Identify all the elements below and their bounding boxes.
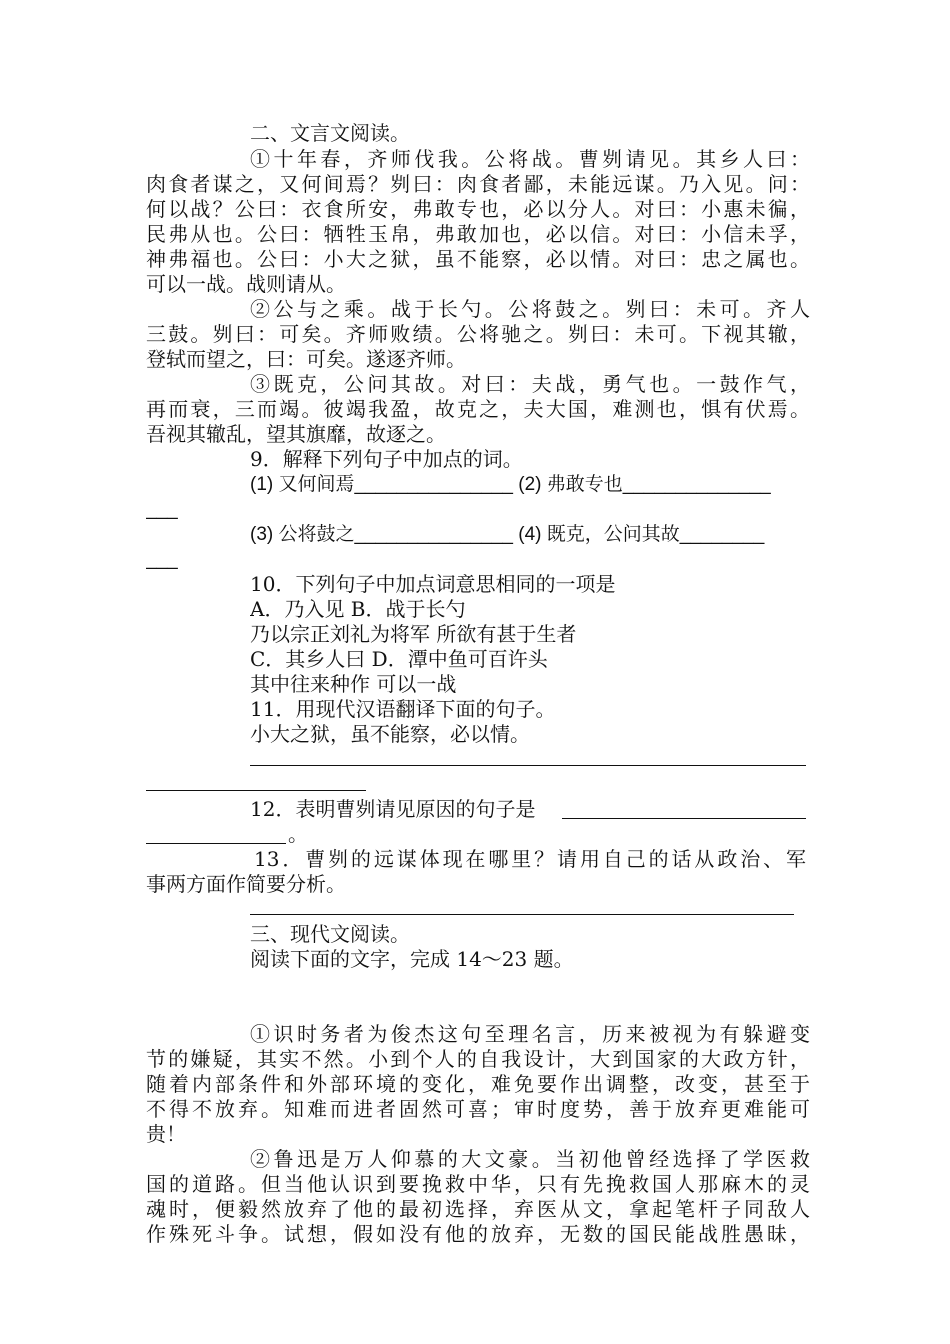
passage-line: ①十年春，齐师伐我。公将战。曹刿请见。其乡人曰： xyxy=(250,147,810,171)
passage-line: 神弗福也。公曰：小大之狱，虽不能察，必以情。对曰：忠之属也。 xyxy=(146,247,810,271)
answer-blank-12-continued[interactable] xyxy=(146,843,286,844)
section-3-intro: 阅读下面的文字，完成 14～23 题。 xyxy=(250,947,574,971)
question-11-sentence: 小大之狱，虽不能察，必以情。 xyxy=(250,722,530,746)
essay-line: ①识时务者为俊杰这句至理名言，历来被视为有躲避变 xyxy=(250,1022,810,1046)
essay-line: 贵！ xyxy=(146,1122,186,1146)
essay-line: 作殊死斗争。试想，假如没有他的放弃，无数的国民能战胜愚昧， xyxy=(146,1222,810,1246)
passage-line: ②公与之乘。战于长勺。公将鼓之。刿曰：未可。齐人 xyxy=(250,297,810,321)
answer-blank-13[interactable] xyxy=(250,914,794,915)
question-10-options-ab-pair: 乃以宗正刘礼为将军 所欲有甚于生者 xyxy=(250,622,577,646)
question-10-options-cd: C．其乡人曰 D．潭中鱼可百许头 xyxy=(250,647,548,671)
question-9-row-2-tail: ___ xyxy=(146,549,178,570)
essay-line: 国的道路。但当他认识到要挽救中华，只有先挽救国人那麻木的灵 xyxy=(146,1172,810,1196)
passage-line: 登轼而望之，曰：可矣。遂逐齐师。 xyxy=(146,347,466,371)
passage-line: ③既克，公问其故。对曰：夫战，勇气也。一鼓作气， xyxy=(250,372,810,396)
section-heading-modern: 三、现代文阅读。 xyxy=(250,922,410,946)
question-12-stem: 12．表明曹刿请见原因的句子是 xyxy=(250,797,536,821)
essay-line: 随着内部条件和外部环境的变化，难免要作出调整，改变，甚至于 xyxy=(146,1072,810,1096)
answer-blank-12[interactable] xyxy=(562,818,806,819)
question-11-stem: 11．用现代汉语翻译下面的句子。 xyxy=(250,697,556,721)
question-10-options-cd-pair: 其中往来种作 可以一战 xyxy=(250,672,457,696)
question-9-row-1: (1) 又何间焉_______________ (2) 弗敢专也______________ xyxy=(250,474,771,495)
question-9-stem: 9．解释下列句子中加点的词。 xyxy=(250,447,523,471)
essay-line: 魂时，便毅然放弃了他的最初选择，弃医从文，拿起笔杆子同敌人 xyxy=(146,1197,810,1221)
passage-line: 肉食者谋之，又何间焉？刿曰：肉食者鄙，未能远谋。乃入见。问： xyxy=(146,172,810,196)
passage-line: 民弗从也。公曰：牺牲玉帛，弗敢加也，必以信。对曰：小信未孚， xyxy=(146,222,810,246)
question-10-stem: 10．下列句子中加点词意思相同的一项是 xyxy=(250,572,616,596)
passage-line: 再而衰，三而竭。彼竭我盈，故克之，夫大国，难测也，惧有伏焉。 xyxy=(146,397,810,421)
question-9-row-1-tail: ___ xyxy=(146,499,178,520)
answer-blank-11-continued[interactable] xyxy=(146,790,366,791)
passage-line: 三鼓。刿曰：可矣。齐师败绩。公将驰之。刿曰：未可。下视其辙， xyxy=(146,322,810,346)
passage-line: 可以一战。战则请从。 xyxy=(146,272,346,296)
passage-line: 何以战？公曰：衣食所安，弗敢专也，必以分人。对曰：小惠未徧， xyxy=(146,197,810,221)
essay-line: 不得不放弃。知难而进者固然可喜；审时度势，善于放弃更难能可 xyxy=(146,1097,810,1121)
question-13-line-1: 13．曹刿的远谋体现在哪里？请用自己的话从政治、军 xyxy=(254,847,806,871)
answer-blank-11[interactable] xyxy=(250,765,806,766)
question-12-period: 。 xyxy=(288,822,308,846)
question-13-line-2: 事两方面作简要分析。 xyxy=(146,872,346,896)
essay-line: 节的嫌疑，其实不然。小到个人的自我设计，大到国家的大政方针， xyxy=(146,1047,810,1071)
question-10-options-ab: A．乃入见 B．战于长勺 xyxy=(250,597,466,621)
section-heading-classical: 二、文言文阅读。 xyxy=(250,121,410,145)
question-9-row-2: (3) 公将鼓之_______________ (4) 既克，公问其故________ xyxy=(250,524,765,545)
passage-line: 吾视其辙乱，望其旗靡，故逐之。 xyxy=(146,422,446,446)
essay-line: ②鲁迅是万人仰慕的大文豪。当初他曾经选择了学医救 xyxy=(250,1147,810,1171)
